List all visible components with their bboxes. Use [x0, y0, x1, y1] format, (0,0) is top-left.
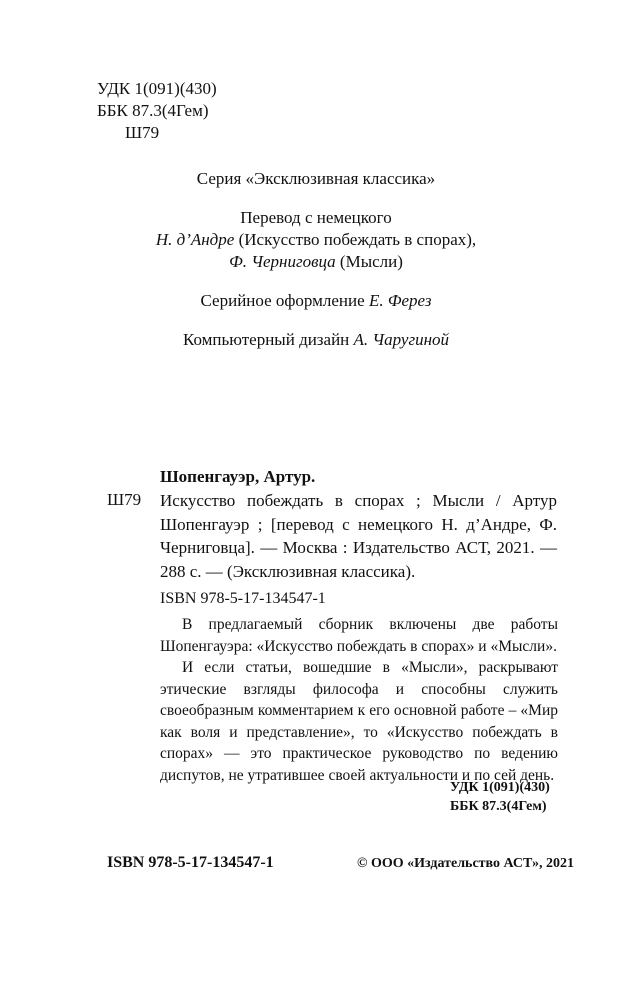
series-design-name: Е. Ферез	[368, 291, 432, 310]
translator-2-work: (Мысли)	[335, 252, 403, 271]
computer-design-name: А. Чаругиной	[353, 330, 450, 349]
computer-design-label: Компьютерный дизайн	[182, 330, 354, 349]
annotation-paragraph-2: И если статьи, вошедшие в «Мысли», раскрывают этические взгляды философа и способны служить своеобразным комментарием к его основной работе – «Мир как воля и представление», то «Искусство побеждать в спорах» — это практическое руководство по ведению диспутов, не утратившее своей актуальности и по сей день.	[160, 659, 558, 784]
catalog-code: Ш79	[107, 490, 142, 509]
udk-code: УДК 1(091)(430)	[97, 79, 217, 98]
translation-title: Перевод с немецкого	[240, 208, 392, 227]
bbk-code: ББК 87.3(4Гем)	[97, 101, 209, 120]
translator-2-name: Ф. Черниговца	[229, 252, 336, 271]
catalog-isbn: ISBN 978-5-17-134547-1	[160, 590, 326, 607]
catalog-author: Шопенгауэр, Артур.	[160, 467, 316, 486]
translator-1-name: Н. д’Андре	[155, 230, 235, 249]
series-design-label: Серийное оформление	[200, 291, 369, 310]
bottom-classification	[450, 778, 550, 816]
footer-copyright: © ООО «Издательство АСТ», 2021	[357, 856, 575, 871]
bottom-bbk-code: ББК 87.3(4Гем)	[450, 799, 547, 814]
annotation	[160, 614, 558, 786]
author-sign: Ш79	[125, 123, 160, 142]
translator-1-line	[0, 229, 632, 251]
footer-isbn: ISBN 978-5-17-134547-1	[107, 854, 274, 871]
bottom-udk-code: УДК 1(091)(430)	[450, 780, 550, 795]
computer-design-line	[0, 329, 632, 351]
series-line: Серия «Эксклюзивная классика»	[196, 169, 436, 188]
series-design-line	[0, 290, 632, 312]
classification-block	[97, 78, 217, 144]
annotation-paragraph-1: В предлагаемый сборник включены две работы Шопенгауэра: «Искусство побеждать в спорах» и «Мысли».	[160, 616, 558, 655]
translator-2-line	[0, 251, 632, 273]
translator-1-work: (Искусство побеждать в спорах),	[234, 230, 477, 249]
catalog-description: Искусство побеждать в спорах ; Мысли / Артур Шопенгауэр ; [перевод с немецкого Н. д’Андре, Ф. Черниговца]. — Москва : Издательство АСТ, 2021. — 288 с. — (Эксклюзивная классика).	[160, 491, 557, 581]
